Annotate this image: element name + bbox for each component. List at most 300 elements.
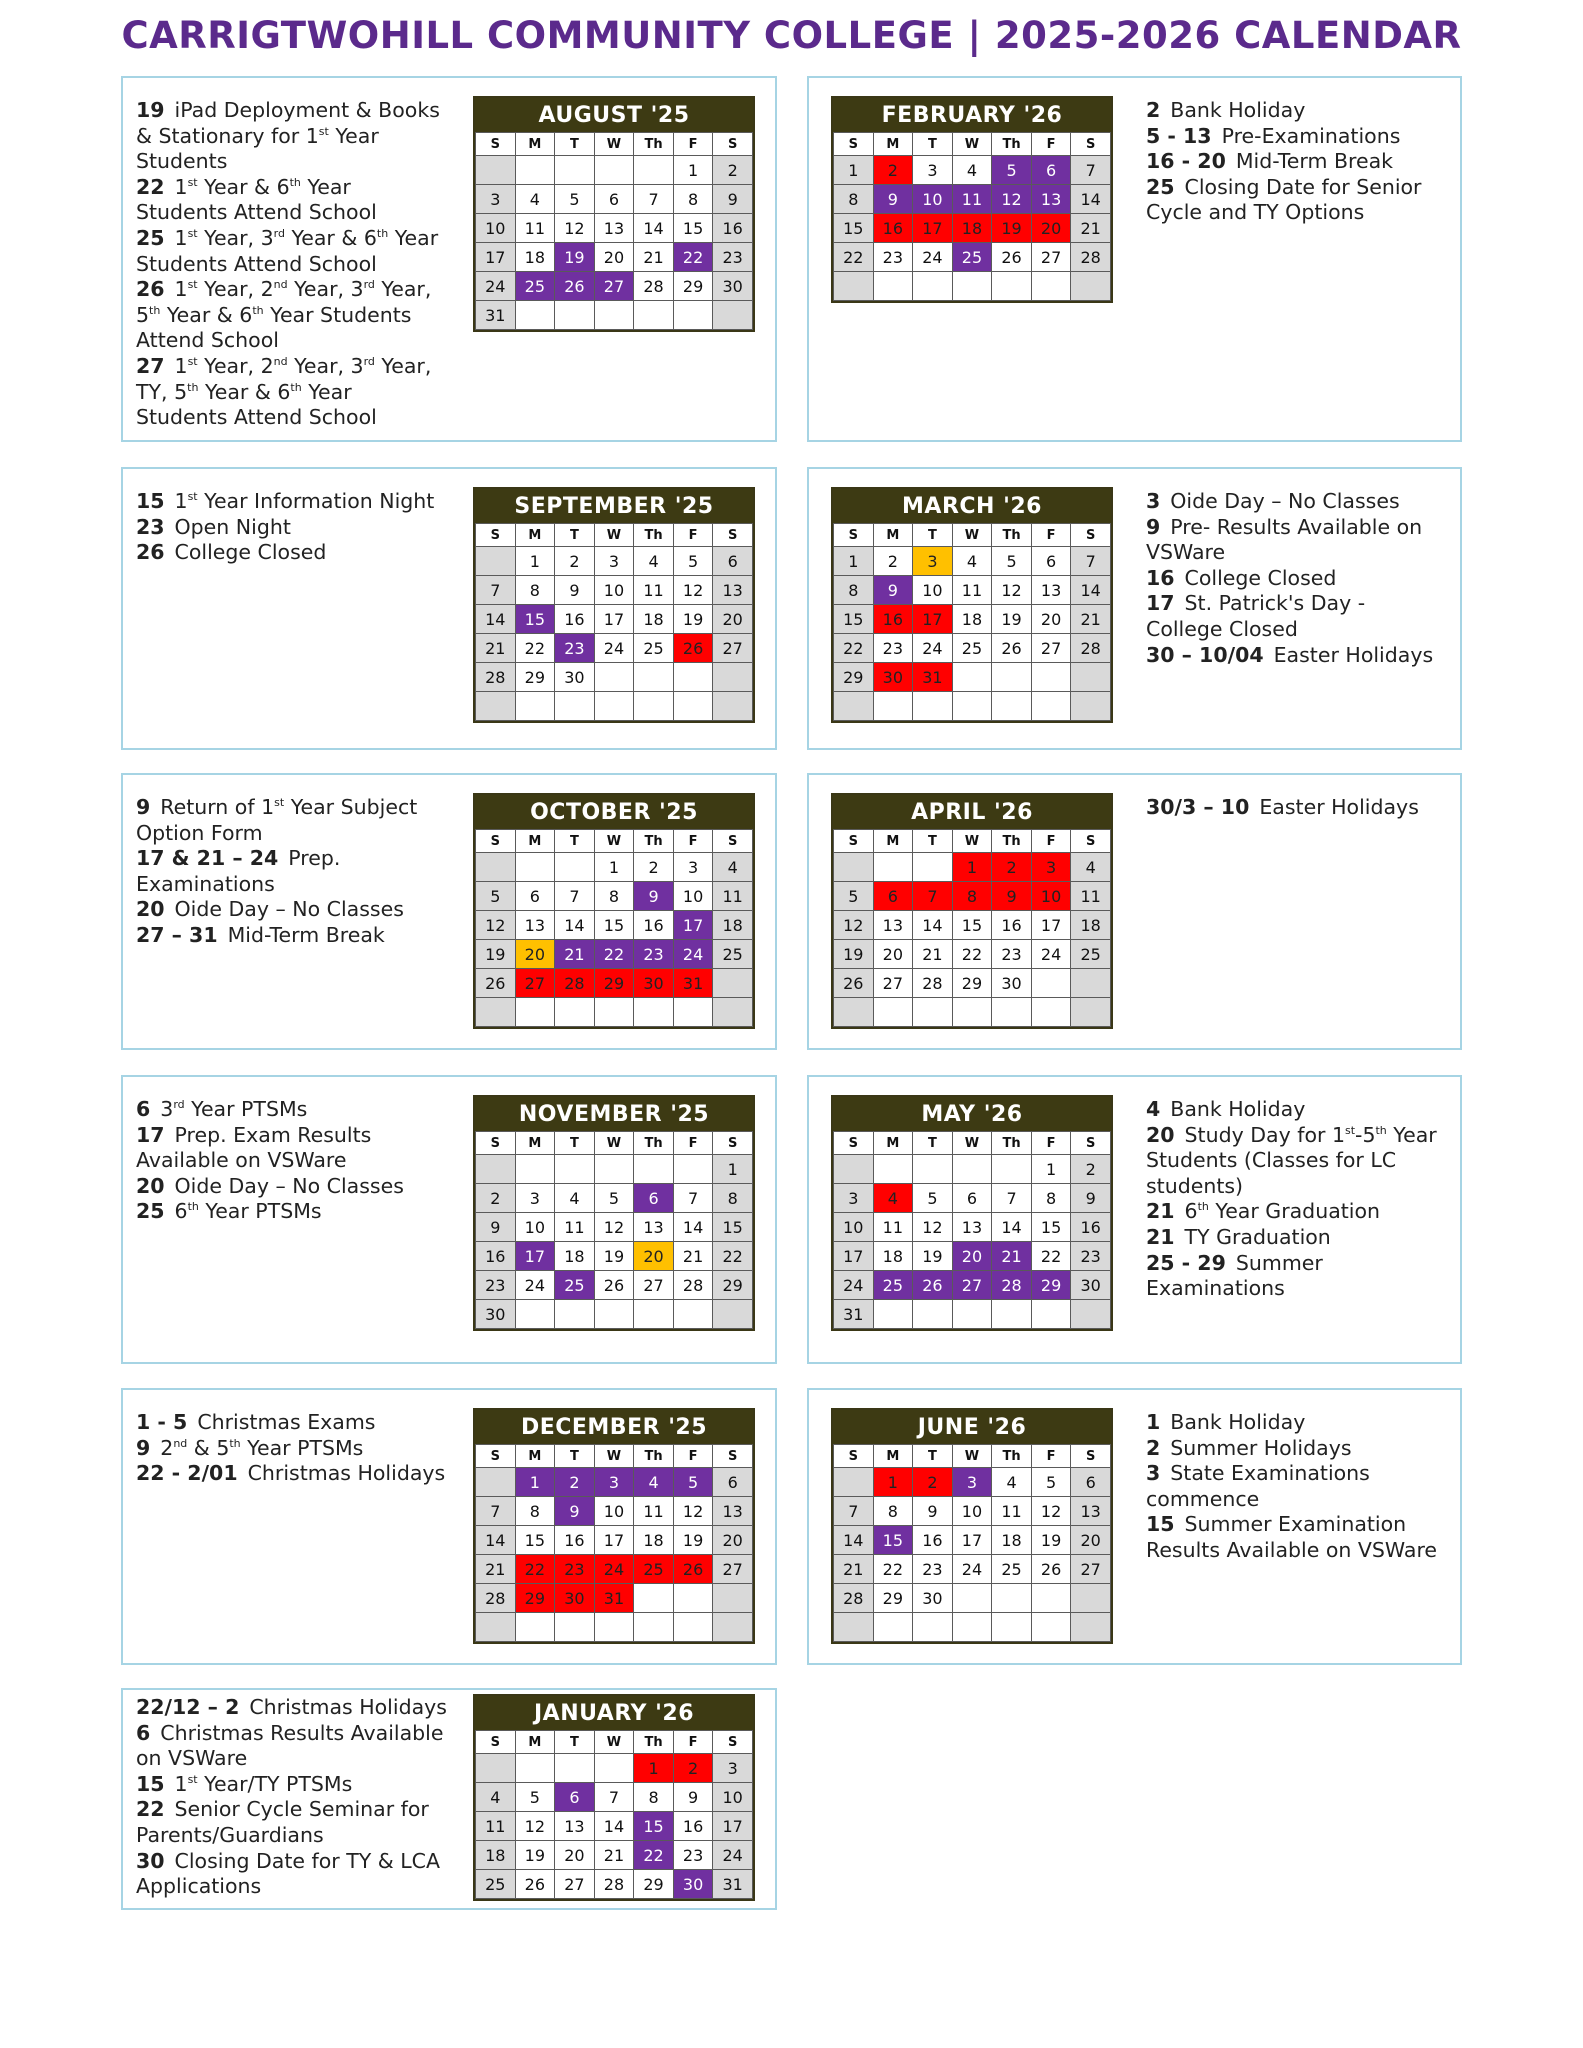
calendar-day: 14 [992, 1213, 1032, 1242]
calendar-day: 23 [673, 1841, 713, 1870]
calendar-day: 2 [555, 1468, 595, 1497]
calendar-empty-cell [1071, 1613, 1111, 1642]
event-date: 22/12 – 2 [136, 1695, 240, 1719]
weekday-header: W [952, 1132, 992, 1155]
calendar-sep [473, 487, 755, 723]
weekday-header: S [1071, 830, 1111, 853]
calendar-empty-cell [515, 1155, 555, 1184]
calendar-day: 7 [913, 882, 953, 911]
month-header: MAY '26 [833, 1097, 1111, 1131]
calendar-day: 11 [476, 1812, 516, 1841]
weekday-header: S [834, 1445, 874, 1468]
calendar-empty-cell [515, 301, 555, 330]
month-block-feb [807, 76, 1462, 442]
calendar-day: 23 [634, 940, 674, 969]
calendar-empty-cell [992, 663, 1032, 692]
events-apr [1146, 795, 1446, 821]
event-date: 5 - 13 [1146, 123, 1212, 148]
month-header: AUGUST '25 [475, 98, 753, 132]
calendar-day: 25 [992, 1555, 1032, 1584]
event-item [1146, 489, 1446, 515]
calendar-empty-cell [634, 663, 674, 692]
month-header: JUNE '26 [833, 1410, 1111, 1444]
calendar-day: 6 [713, 1468, 753, 1497]
event-item [1146, 1251, 1451, 1302]
calendar-day: 8 [673, 185, 713, 214]
calendar-day: 7 [992, 1184, 1032, 1213]
calendar-empty-cell [913, 692, 953, 721]
calendar-day: 27 [594, 272, 634, 301]
calendar-day: 3 [1031, 853, 1071, 882]
calendar-day: 29 [1031, 1271, 1071, 1300]
calendar-day: 19 [1031, 1526, 1071, 1555]
calendar-day: 14 [1071, 576, 1111, 605]
calendar-empty-cell [1031, 1584, 1071, 1613]
event-date: 2 [1146, 1435, 1161, 1460]
event-item [136, 897, 436, 923]
calendar-empty-cell [873, 1613, 913, 1642]
weekday-header: S [476, 1132, 516, 1155]
calendar-day: 7 [834, 1497, 874, 1526]
event-text: Easter Holidays [1259, 795, 1419, 819]
calendar-day: 22 [515, 634, 555, 663]
calendar-day: 15 [834, 605, 874, 634]
calendar-empty-cell [1071, 663, 1111, 692]
calendar-day: 30 [1071, 1271, 1111, 1300]
calendar-day: 24 [913, 243, 953, 272]
event-item [136, 277, 446, 354]
weekday-header: S [476, 133, 516, 156]
calendar-day: 28 [1071, 243, 1111, 272]
event-text: TY Graduation [1184, 1224, 1331, 1249]
event-date: 23 [136, 514, 165, 539]
event-date: 1 - 5 [136, 1410, 188, 1434]
calendar-day: 2 [476, 1184, 516, 1213]
calendar-day: 3 [515, 1184, 555, 1213]
calendar-day: 21 [555, 940, 595, 969]
calendar-day: 17 [594, 1526, 634, 1555]
calendar-day: 18 [873, 1242, 913, 1271]
event-date: 17 [136, 1122, 165, 1147]
event-text: Christmas Holidays [249, 1695, 447, 1719]
event-item [136, 1436, 466, 1462]
calendar-day: 20 [952, 1242, 992, 1271]
event-text: College Closed [1184, 565, 1337, 590]
calendar-empty-cell [476, 1468, 516, 1497]
calendar-day: 1 [1031, 1155, 1071, 1184]
calendar-day: 5 [992, 156, 1032, 185]
weekday-header: W [952, 830, 992, 853]
event-text: 1st Year, 3rd Year & 6th Year Students Attend School [136, 225, 439, 276]
calendar-day: 5 [913, 1184, 953, 1213]
calendar-day: 18 [555, 1242, 595, 1271]
calendar-empty-cell [913, 998, 953, 1027]
weekday-header: F [673, 1731, 713, 1754]
calendar-day: 7 [594, 1783, 634, 1812]
calendar-day: 17 [913, 605, 953, 634]
calendar-day: 29 [594, 969, 634, 998]
calendar-empty-cell [634, 156, 674, 185]
calendar-day: 12 [555, 214, 595, 243]
calendar-day: 25 [634, 1555, 674, 1584]
weekday-header: Th [634, 133, 674, 156]
month-header: DECEMBER '25 [475, 1410, 753, 1444]
event-text: 6th Year Graduation [1184, 1199, 1381, 1224]
events-jun [1146, 1410, 1446, 1564]
calendar-day: 26 [992, 243, 1032, 272]
event-text: Oide Day – No Classes [1170, 489, 1400, 513]
calendar-day: 7 [1071, 156, 1111, 185]
event-text: Oide Day – No Classes [174, 1173, 404, 1198]
event-text: Christmas Exams [197, 1410, 376, 1434]
calendar-empty-cell [634, 1155, 674, 1184]
weekday-header: S [834, 524, 874, 547]
calendar-day: 26 [594, 1271, 634, 1300]
calendar-day: 14 [913, 911, 953, 940]
calendar-day: 16 [673, 1812, 713, 1841]
calendar-day: 20 [713, 1526, 753, 1555]
calendar-day: 20 [1071, 1526, 1111, 1555]
event-date: 22 [136, 1797, 165, 1822]
weekday-header: S [476, 830, 516, 853]
event-item [136, 354, 446, 431]
calendar-empty-cell [952, 663, 992, 692]
calendar-empty-cell [1071, 998, 1111, 1027]
calendar-day: 16 [555, 1526, 595, 1555]
event-text: 1st Year, 2nd Year, 3rd Year, TY, 5th Year & 6th Year Students Attend School [136, 353, 432, 430]
calendar-day: 8 [594, 882, 634, 911]
calendar-day: 11 [992, 1497, 1032, 1526]
calendar-day: 20 [634, 1242, 674, 1271]
calendar-day: 6 [1031, 547, 1071, 576]
calendar-day: 29 [634, 1870, 674, 1899]
calendar-day: 4 [873, 1184, 913, 1213]
calendar-day: 12 [673, 1497, 713, 1526]
calendar-empty-cell [913, 1613, 953, 1642]
weekday-header: W [594, 1132, 634, 1155]
events-aug [136, 98, 446, 431]
calendar-day: 13 [634, 1213, 674, 1242]
calendar-day: 21 [834, 1555, 874, 1584]
calendar-apr [831, 793, 1113, 1029]
calendar-day: 10 [834, 1213, 874, 1242]
calendar-day: 29 [873, 1584, 913, 1613]
event-text: Mid-Term Break [227, 922, 385, 947]
calendar-empty-cell [713, 663, 753, 692]
event-text: 2nd & 5th Year PTSMs [160, 1435, 364, 1460]
calendar-empty-cell [992, 1155, 1032, 1184]
event-item [136, 1461, 466, 1487]
event-item [136, 226, 446, 277]
event-date: 9 [136, 795, 151, 819]
calendar-day: 30 [555, 1584, 595, 1613]
event-item [1146, 149, 1446, 175]
event-item [1146, 1512, 1446, 1563]
calendar-day: 15 [634, 1812, 674, 1841]
calendar-day: 24 [913, 634, 953, 663]
calendar-empty-cell [1071, 969, 1111, 998]
event-date: 1 [1146, 1410, 1161, 1434]
calendar-day: 8 [834, 576, 874, 605]
event-item [136, 1695, 456, 1721]
calendar-day: 3 [834, 1184, 874, 1213]
calendar-day: 12 [673, 576, 713, 605]
calendar-day: 27 [555, 1870, 595, 1899]
weekday-header: Th [992, 524, 1032, 547]
event-date: 21 [1146, 1199, 1175, 1224]
month-block-aug [121, 76, 777, 442]
calendar-day: 2 [873, 547, 913, 576]
weekday-header: W [594, 1445, 634, 1468]
weekday-header: T [555, 133, 595, 156]
calendar-day: 15 [713, 1213, 753, 1242]
calendar-empty-cell [713, 1613, 753, 1642]
calendar-day: 3 [952, 1468, 992, 1497]
calendar-day: 10 [594, 576, 634, 605]
calendar-day: 11 [873, 1213, 913, 1242]
calendar-day: 19 [555, 243, 595, 272]
weekday-header: S [713, 1132, 753, 1155]
calendar-day: 17 [515, 1242, 555, 1271]
calendar-day: 1 [834, 547, 874, 576]
calendar-empty-cell [555, 998, 595, 1027]
calendar-empty-cell [515, 1300, 555, 1329]
weekday-header: F [1031, 524, 1071, 547]
calendar-day: 18 [992, 1526, 1032, 1555]
calendar-day: 8 [952, 882, 992, 911]
event-text: Prep. Examinations [136, 846, 341, 896]
weekday-header: M [515, 1731, 555, 1754]
event-text: St. Patrick's Day - College Closed [1146, 591, 1366, 641]
calendar-day: 24 [594, 634, 634, 663]
event-date: 6 [136, 1097, 151, 1121]
weekday-header: F [673, 524, 713, 547]
calendar-day: 8 [873, 1497, 913, 1526]
calendar-empty-cell [1031, 692, 1071, 721]
calendar-day: 5 [476, 882, 516, 911]
weekday-header: Th [634, 1731, 674, 1754]
calendar-day: 23 [913, 1555, 953, 1584]
weekday-header: Th [992, 1445, 1032, 1468]
calendar-day: 2 [713, 156, 753, 185]
calendar-day: 29 [713, 1271, 753, 1300]
calendar-day: 1 [952, 853, 992, 882]
calendar-day: 6 [594, 185, 634, 214]
month-block-jun [807, 1388, 1462, 1665]
month-block-apr [807, 773, 1462, 1050]
event-item [1146, 124, 1446, 150]
calendar-day: 1 [834, 156, 874, 185]
calendar-day: 29 [515, 1584, 555, 1613]
calendar-day: 2 [555, 547, 595, 576]
calendar-empty-cell [476, 1155, 516, 1184]
calendar-day: 19 [515, 1841, 555, 1870]
calendar-day: 4 [952, 156, 992, 185]
weekday-header: M [515, 133, 555, 156]
calendar-day: 9 [873, 185, 913, 214]
calendar-day: 12 [594, 1213, 634, 1242]
calendar-day: 27 [873, 969, 913, 998]
calendar-day: 26 [673, 634, 713, 663]
weekday-header: S [834, 1132, 874, 1155]
calendar-empty-cell [992, 1300, 1032, 1329]
calendar-day: 29 [515, 663, 555, 692]
calendar-day: 24 [515, 1271, 555, 1300]
event-date: 20 [1146, 1122, 1175, 1147]
weekday-header: F [1031, 1132, 1071, 1155]
event-item [1146, 98, 1446, 124]
calendar-day: 8 [634, 1783, 674, 1812]
event-item [136, 515, 456, 541]
month-block-nov [121, 1075, 777, 1364]
event-item [136, 540, 456, 566]
calendar-day: 21 [1071, 214, 1111, 243]
weekday-header: S [1071, 1445, 1111, 1468]
calendar-day: 2 [992, 853, 1032, 882]
calendar-day: 30 [913, 1584, 953, 1613]
weekday-header: Th [992, 133, 1032, 156]
event-date: 20 [136, 1173, 165, 1198]
calendar-empty-cell [1031, 1613, 1071, 1642]
weekday-header: Th [634, 1132, 674, 1155]
calendar-day: 22 [594, 940, 634, 969]
calendar-day: 19 [992, 214, 1032, 243]
calendar-empty-cell [673, 692, 713, 721]
calendar-day: 14 [673, 1213, 713, 1242]
calendar-empty-cell [992, 1584, 1032, 1613]
calendar-empty-cell [913, 853, 953, 882]
event-text: 6th Year PTSMs [174, 1199, 322, 1224]
calendar-day: 18 [952, 214, 992, 243]
calendar-day: 12 [476, 911, 516, 940]
calendar-day: 15 [834, 214, 874, 243]
calendar-day: 30 [634, 969, 674, 998]
calendar-empty-cell [555, 1300, 595, 1329]
calendar-empty-cell [992, 1613, 1032, 1642]
calendar-day: 27 [1031, 243, 1071, 272]
event-date: 22 [136, 174, 165, 199]
calendar-day: 31 [594, 1584, 634, 1613]
weekday-header: M [873, 133, 913, 156]
weekday-header: S [476, 524, 516, 547]
calendar-day: 19 [476, 940, 516, 969]
calendar-empty-cell [1031, 969, 1071, 998]
calendar-empty-cell [594, 692, 634, 721]
event-text: Pre- Results Available on VSWare [1146, 514, 1423, 565]
calendar-day: 31 [913, 663, 953, 692]
calendar-day: 22 [1031, 1242, 1071, 1271]
calendar-day: 7 [476, 1497, 516, 1526]
calendar-day: 30 [992, 969, 1032, 998]
weekday-header: S [713, 1731, 753, 1754]
calendar-empty-cell [594, 1300, 634, 1329]
calendar-empty-cell [834, 272, 874, 301]
event-text: Mid-Term Break [1235, 149, 1394, 174]
calendar-empty-cell [555, 853, 595, 882]
event-date: 15 [136, 489, 165, 513]
event-text: Christmas Holidays [247, 1461, 446, 1486]
calendar-day: 3 [594, 547, 634, 576]
calendar-day: 27 [1071, 1555, 1111, 1584]
weekday-header: F [673, 830, 713, 853]
calendar-empty-cell [594, 998, 634, 1027]
calendar-empty-cell [673, 301, 713, 330]
calendar-day: 23 [873, 634, 913, 663]
calendar-day: 8 [713, 1184, 753, 1213]
calendar-day: 17 [476, 243, 516, 272]
calendar-day: 13 [1031, 185, 1071, 214]
calendar-empty-cell [476, 1754, 516, 1783]
calendar-day: 12 [834, 911, 874, 940]
calendar-day: 15 [873, 1526, 913, 1555]
calendar-empty-cell [515, 156, 555, 185]
calendar-day: 10 [913, 576, 953, 605]
calendar-empty-cell [673, 663, 713, 692]
calendar-day: 2 [634, 853, 674, 882]
calendar-oct [473, 793, 755, 1029]
calendar-empty-cell [834, 1468, 874, 1497]
calendar-empty-cell [952, 1584, 992, 1613]
calendar-day: 26 [673, 1555, 713, 1584]
calendar-day: 9 [713, 185, 753, 214]
calendar-empty-cell [515, 1754, 555, 1783]
calendar-day: 9 [873, 576, 913, 605]
calendar-day: 18 [1071, 911, 1111, 940]
calendar-empty-cell [476, 853, 516, 882]
weekday-header: T [913, 1445, 953, 1468]
calendar-empty-cell [594, 156, 634, 185]
calendar-day: 18 [634, 1526, 674, 1555]
calendar-day: 15 [1031, 1213, 1071, 1242]
calendar-day: 13 [515, 911, 555, 940]
calendar-day: 13 [713, 576, 753, 605]
calendar-may [831, 1095, 1113, 1331]
event-date: 26 [136, 277, 165, 302]
event-date: 19 [136, 98, 165, 122]
calendar-day: 11 [515, 214, 555, 243]
calendar-mar [831, 487, 1113, 723]
calendar-day: 28 [594, 1870, 634, 1899]
calendar-empty-cell [673, 998, 713, 1027]
calendar-day: 12 [913, 1213, 953, 1242]
weekday-header: M [515, 1445, 555, 1468]
calendar-nov [473, 1095, 755, 1331]
month-block-may [807, 1075, 1462, 1364]
calendar-day: 1 [673, 156, 713, 185]
event-text: 1st Year & 6th Year Students Attend School [136, 174, 377, 225]
calendar-day: 16 [992, 911, 1032, 940]
event-date: 25 [136, 225, 165, 250]
weekday-header: S [713, 830, 753, 853]
month-block-sep [121, 467, 777, 750]
calendar-empty-cell [476, 547, 516, 576]
calendar-day: 8 [834, 185, 874, 214]
calendar-day: 3 [673, 853, 713, 882]
calendar-day: 17 [913, 214, 953, 243]
calendar-day: 22 [873, 1555, 913, 1584]
calendar-day: 10 [476, 214, 516, 243]
calendar-empty-cell [594, 1155, 634, 1184]
calendar-day: 18 [515, 243, 555, 272]
event-item [136, 846, 436, 897]
calendar-day: 3 [713, 1754, 753, 1783]
weekday-header: S [476, 1445, 516, 1468]
calendar-empty-cell [594, 1754, 634, 1783]
calendar-day: 31 [673, 969, 713, 998]
calendar-aug [473, 96, 755, 332]
calendar-day: 24 [834, 1271, 874, 1300]
calendar-day: 9 [476, 1213, 516, 1242]
